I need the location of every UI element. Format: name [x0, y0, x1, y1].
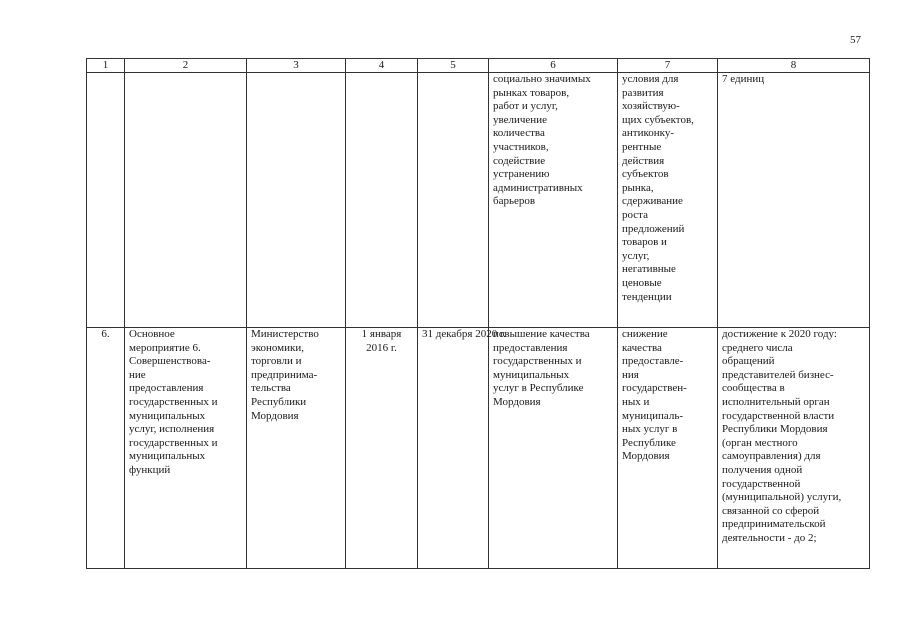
empty-cell	[247, 73, 346, 328]
empty-cell	[346, 73, 418, 328]
column-header-3: 3	[247, 59, 346, 73]
column-header-2: 2	[125, 59, 247, 73]
table-row-continuation	[87, 73, 870, 328]
consequences-cell: условия для развития хозяйствую- щих субъектов, антиконку- рентные действия субъектов рынка, сдерживание роста предложений товаров и услуг, негативные ценовые тенденции	[618, 73, 718, 328]
measures-table	[86, 58, 870, 569]
column-number-row	[87, 59, 870, 73]
page-number: 57	[850, 34, 861, 46]
end-date-cell: 31 декабря 2020 г.	[418, 328, 489, 569]
table-row-6	[87, 328, 870, 569]
expected-result-cell: повышение качества предоставления государственных и муниципальных услуг в Республике Мордовия	[489, 328, 618, 569]
empty-cell	[125, 73, 247, 328]
expected-result-cell: социально значимых рынках товаров, работ и услуг, увеличение количества участников, содействие устранению административных барьеров	[489, 73, 618, 328]
empty-cell	[418, 73, 489, 328]
indicator-cell: достижение к 2020 году: среднего числа обращений представителей бизнес- сообщества в исполнительный орган государственной власти Республики Мордовия (орган местного самоуправления) для получения одной государственной (муниципальной) услуги, связанной со сферой предпринимательской деятельности - до 2;	[718, 328, 870, 569]
row-number-cell: 6.	[87, 328, 125, 569]
column-header-5: 5	[418, 59, 489, 73]
indicator-cell: 7 единиц	[718, 73, 870, 328]
column-header-1: 1	[87, 59, 125, 73]
start-date-cell: 1 января 2016 г.	[346, 328, 418, 569]
executor-cell: Министерство экономики, торговли и предпринима- тельства Республики Мордовия	[247, 328, 346, 569]
consequences-cell: снижение качества предоставле- ния государствен- ных и муниципаль- ных услуг в Республике Мордовия	[618, 328, 718, 569]
column-header-7: 7	[618, 59, 718, 73]
measure-name-cell: Основное мероприятие 6. Совершенствова- ние предоставления государственных и муниципальных услуг, исполнения государственных и муниципальных функций	[125, 328, 247, 569]
column-header-6: 6	[489, 59, 618, 73]
column-header-8: 8	[718, 59, 870, 73]
empty-cell	[87, 73, 125, 328]
column-header-4: 4	[346, 59, 418, 73]
